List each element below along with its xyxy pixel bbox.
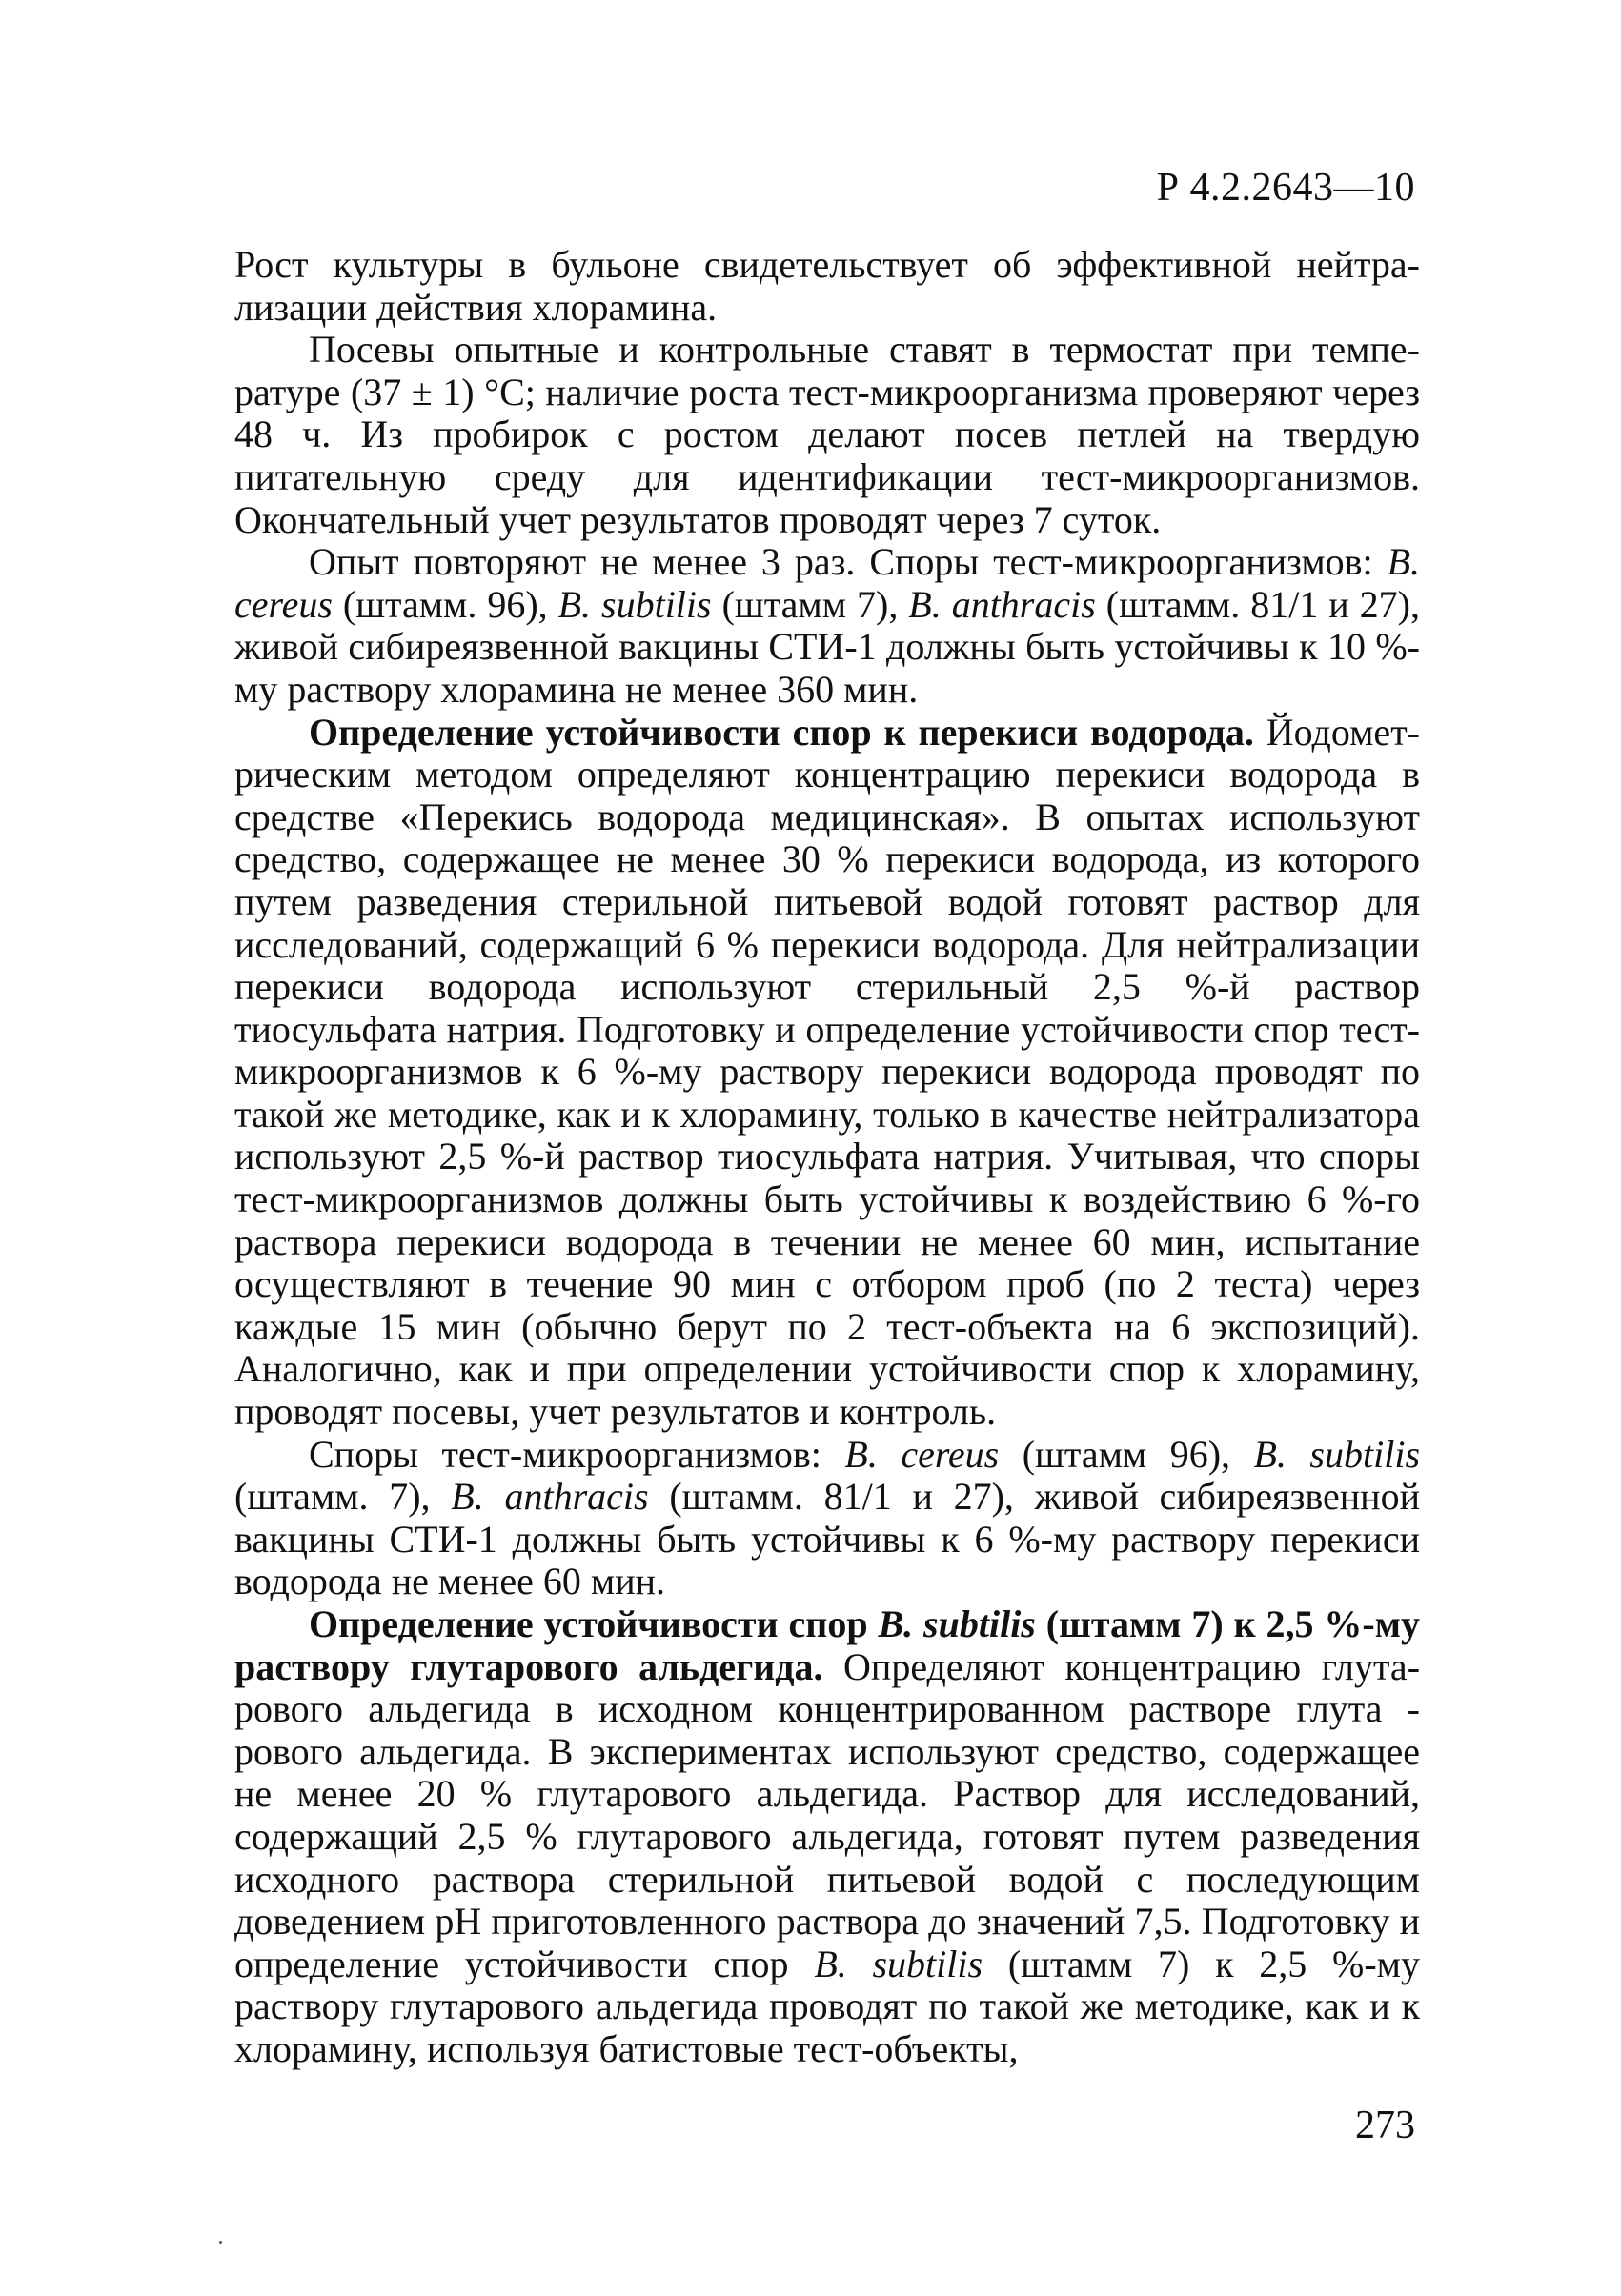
text-run: B. anthracis [908, 582, 1096, 626]
text-run: Определяют концентрацию глутарового альдегида в исходном концентрированном растворе глута - рового альдегида. В экспериментах используют средство, содержащее не менее 20 % глутарового альдегида. Раствор для исследований, содержащий 2,5 % глутарового альдегида, готовят путем разведения исходного раствора стерильной питьевой водой с последующим доведением рН приготовленного раствора до значений 7,5. Подготовку и определение устойчивости спор [234, 1644, 1421, 1985]
paragraph-culture-growth [234, 244, 1420, 329]
text-run: (штамм 7) к 2,5 %-му раствору глутарового альдегида проводят по такой же методике, как и к хлорамину, используя батистовые тест-объекты, [234, 1942, 1420, 2070]
text-run: Споры тест-микроорганизмов: [309, 1432, 845, 1476]
text-run: (штамм 96), [999, 1432, 1254, 1476]
text-run: Опыт повторяют не менее 3 раз. Споры тест-микроорганизмов: [309, 540, 1388, 584]
text-run: B. cereus [234, 540, 1420, 626]
text-run: Определение устойчивости спор к перекиси водорода. [309, 710, 1254, 754]
text-run: B. subtilis [814, 1942, 983, 1985]
text-run: (штамм. 81/1 и 27), живой сибиреязвенной вакцины СТИ-1 должны быть устойчивы к 10 %-му раствору хлорамина не менее 360 мин. [234, 582, 1420, 711]
text-run: Посевы опытные и контрольные ставят в термостат при температуре (37 ± 1) °С; наличие роста тест-микроорганизма проверяют через 48 ч. Из пробирок с ростом делают посев петлей на твердую питательную среду для идентификации тест-микроорганизмов. Окончательный учет результатов проводят через 7 суток. [234, 328, 1420, 541]
text-run: Определение устойчивости спор [309, 1602, 879, 1645]
body-text [234, 244, 1420, 2071]
paragraph-glutaraldehyde [234, 1603, 1420, 2071]
paragraph-repeat-experiment [234, 541, 1420, 711]
text-run: B. subtilis [1253, 1432, 1421, 1476]
paragraph-seeding [234, 329, 1420, 541]
paragraph-spores-peroxide [234, 1434, 1420, 1603]
page-number: 273 [1355, 2104, 1415, 2147]
text-run: B. subtilis [557, 582, 712, 626]
text-run: (штамм. 96), [332, 582, 558, 626]
text-run: (штамм 7), [711, 582, 909, 626]
text-run: Йодометрическим методом определяют концентрацию перекиси водорода в средстве «Перекись водорода медицинская». В опытах используют средство, содержащее не менее 30 % перекиси водорода, из которого путем разведения стерильной питьевой водой готовят раствор для исследований, содержащий 6 % перекиси водорода. Для нейтрализации перекиси водорода используют стерильный 2,5 %-й раствор тиосульфата натрия. Подготовку и определение устойчивости спор тест-микроорганизмов к 6 %-му раствору перекиси водорода проводят по такой же методике, как и к хлорамину, только в качестве нейтрализатора используют 2,5 %-й раствор тиосульфата натрия. Учитывая, что споры тест-микроорганизмов должны быть устойчивы к воздействию 6 %-го раствора перекиси водорода в течении не менее 60 мин, испытание осуществляют в течение 90 мин с отбором проб (по 2 теста) через каждые 15 мин (обычно берут по 2 тест-объекта на 6 экспозиций). Аналогично, как и при определении устойчивости спор к хлорамину, проводят посевы, учет результатов и контроль. [234, 710, 1420, 1434]
text-run: (штамм. 81/1 и 27), живой сибиреязвенной вакцины СТИ-1 должны быть устойчивы к 6 %-му раствору перекиси водорода не менее 60 мин. [234, 1475, 1420, 1603]
text-run: B. cereus [844, 1432, 1000, 1476]
paragraph-hydrogen-peroxide [234, 712, 1420, 1434]
text-run: Рост культуры в бульоне свидетельствует об эффективной нейтрализации действия хлорамина. [234, 243, 1420, 329]
text-run: (штамм. 7), [234, 1475, 452, 1519]
text-run: B. subtilis [878, 1602, 1036, 1645]
text-run: B. anthracis [451, 1475, 649, 1519]
text-run: (штамм 7) к 2,5 %-му раствору глутарового альдегида. [234, 1602, 1420, 1688]
scan-speck [219, 2241, 222, 2244]
document-code: Р 4.2.2643—10 [1156, 166, 1415, 210]
